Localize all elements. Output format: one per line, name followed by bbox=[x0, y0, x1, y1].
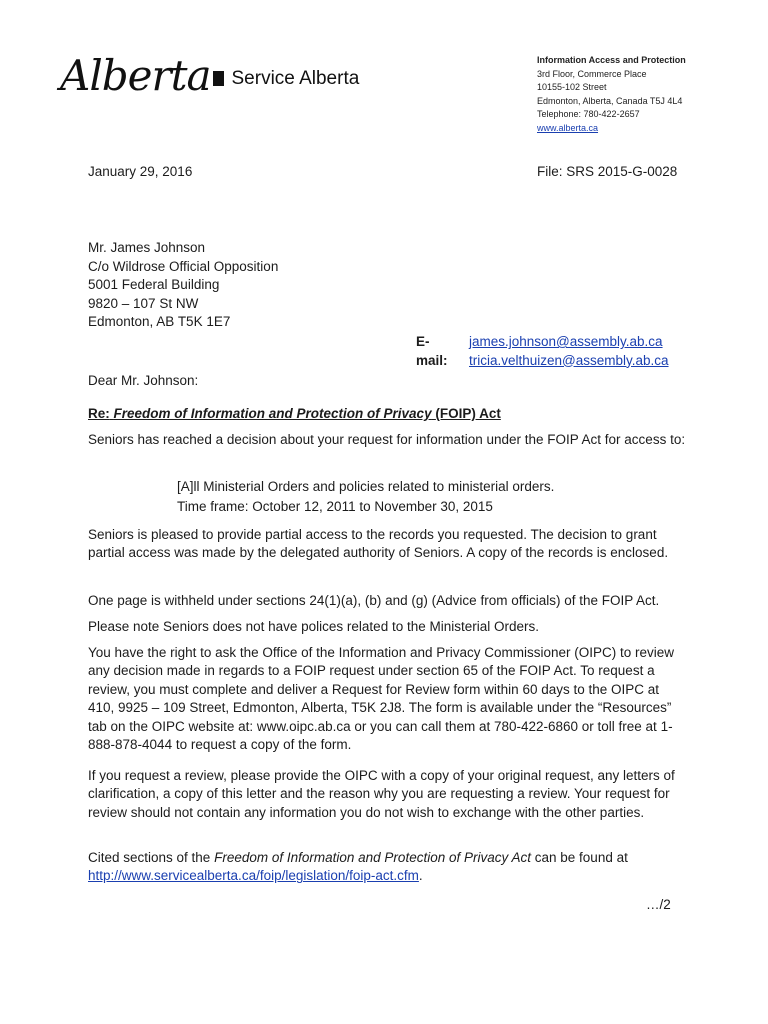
subject-suffix: (FOIP) Act bbox=[435, 406, 501, 421]
citation-end: . bbox=[418, 868, 423, 884]
salutation: Dear Mr. Johnson: bbox=[88, 373, 199, 388]
request-timeframe: Time frame: October 12, 2011 to November 30, 2015 bbox=[177, 499, 493, 514]
address-line: Edmonton, Alberta, Canada T5J 4L4 bbox=[537, 95, 683, 106]
subject-line bbox=[88, 406, 501, 421]
address-line: Information Access and Protection bbox=[537, 55, 686, 65]
paragraph: If you request a review, please provide the OIPC with a copy of your original request, any letters of clarification, a copy of this letter and the reason why you are requesting a review. Your request for review should not contain any information you do not wish to exchange with the other parties. bbox=[88, 768, 675, 820]
recipient-line: 5001 Federal Building bbox=[88, 277, 220, 293]
recipient-line: C/o Wildrose Official Opposition bbox=[88, 258, 279, 274]
foip-act-link[interactable]: http://www.servicealberta.ca/foip/legislation/foip-act.cfm bbox=[88, 868, 419, 884]
email-list bbox=[469, 333, 669, 370]
paragraph: Seniors has reached a decision about your request for information under the FOIP Act for access to: bbox=[88, 432, 686, 447]
page-continuation-marker: …/2 bbox=[646, 897, 671, 912]
paragraph: You have the right to ask the Office of the Information and Privacy Commissioner (OIPC) to review any decision made in regards to a FOIP request under section 65 of the FOIP Act. To request a review, you must complete and deliver a Request for Review form within 60 days to the OIPC at 410, 9925 – 109 Street, Edmonton, Alberta, T5K 2J8. The form is available under the “Resources” tab on the OIPC website at: www.oipc.ab.ca or you can call them at 780-422-6860 or toll free at 1-888-878-4044 to request a copy of the form. bbox=[88, 645, 675, 753]
file-number: File: SRS 2015-G-0028 bbox=[537, 164, 678, 179]
subject-title: Freedom of Information and Protection of Privacy bbox=[113, 406, 432, 421]
citation-act-title: Freedom of Information and Protection of Privacy Act bbox=[214, 850, 531, 865]
paragraph: One page is withheld under sections 24(1)(a), (b) and (g) (Advice from officials) of the FOIP Act. bbox=[88, 593, 660, 608]
recipient-line: Edmonton, AB T5K 1E7 bbox=[88, 314, 231, 330]
letter-date: January 29, 2016 bbox=[88, 164, 193, 179]
citation-prefix: Cited sections of the bbox=[88, 850, 211, 865]
department-name: Service Alberta bbox=[231, 68, 360, 89]
recipient-line: Mr. James Johnson bbox=[88, 240, 206, 255]
subject-prefix: Re: bbox=[88, 406, 110, 421]
request-quote: [A]ll Ministerial Orders and policies related to ministerial orders. bbox=[177, 479, 555, 494]
address-line: 3rd Floor, Commerce Place bbox=[537, 68, 647, 79]
logo-wordmark: Alberta bbox=[60, 51, 211, 100]
alberta-logo bbox=[60, 48, 359, 104]
logo-mark-icon bbox=[213, 71, 224, 86]
paragraph: Please note Seniors does not have polices related to the Ministerial Orders. bbox=[88, 619, 539, 634]
website-link[interactable]: www.alberta.ca bbox=[537, 122, 599, 133]
address-line: Telephone: 780-422-2657 bbox=[537, 109, 640, 120]
recipient-address bbox=[88, 239, 278, 332]
recipient-line: 9820 – 107 St NW bbox=[88, 295, 199, 311]
office-address bbox=[537, 54, 686, 136]
email-link[interactable]: tricia.velthuizen@assembly.ab.ca bbox=[469, 352, 669, 368]
email-link[interactable]: james.johnson@assembly.ab.ca bbox=[469, 334, 663, 349]
paragraph: Seniors is pleased to provide partial access to the records you requested. The decision to grant partial access was made by the delegated authority of Seniors. A copy of the records is enclosed. bbox=[88, 527, 669, 561]
address-line: 10155-102 Street bbox=[537, 82, 607, 93]
citation-suffix: can be found at bbox=[534, 850, 628, 865]
email-label: E-mail: bbox=[416, 334, 448, 368]
paragraph-citation bbox=[88, 849, 688, 886]
